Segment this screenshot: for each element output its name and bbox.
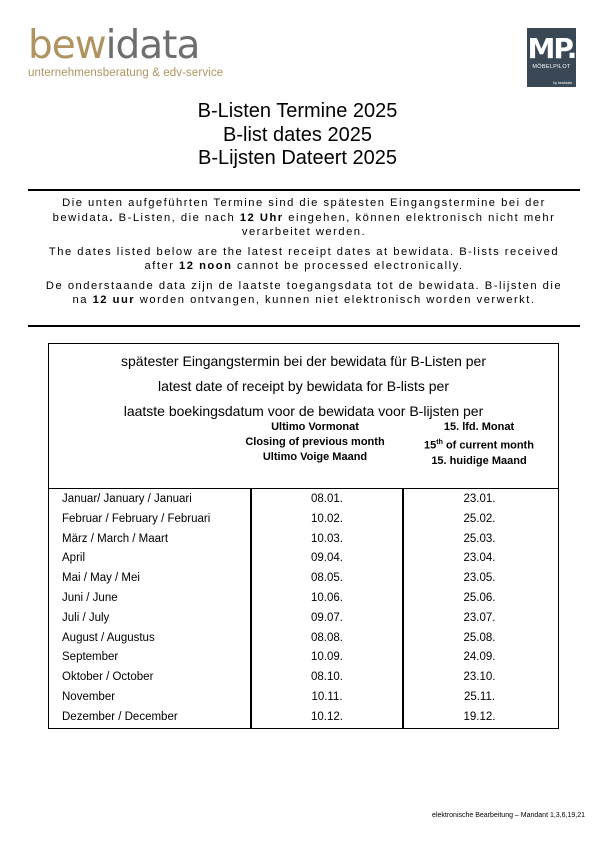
ultimo-cell: 08.01.	[311, 493, 343, 505]
title-nl: B-Lijsten Dateert 2025	[197, 147, 397, 169]
fifteenth-cell: 25.08.	[463, 632, 496, 644]
mp-mark: MP.	[527, 32, 576, 65]
notice-nl: De onderstaande data zijn de laatste toegangsdata tot de bewidata. B-lijsten die na 12 uur worden ontvangen, kunnen niet elektronisch worden verwerkt.	[45, 279, 563, 306]
fifteenth-cell: 23.10.	[463, 671, 496, 683]
month-cell: Dezember / December	[62, 711, 178, 723]
bewidata-logo	[28, 23, 224, 79]
ultimo-cell: 10.09.	[311, 651, 343, 663]
fifteenth-cell: 24.09.	[463, 651, 496, 663]
title-de: B-Listen Termine 2025	[197, 100, 398, 122]
notice-en: The dates listed below are the latest receipt dates at bewidata. B-lists received after 12 noon cannot be processed electronically.	[48, 245, 560, 272]
fifteenth-cell: 23.05.	[463, 572, 496, 584]
mp-name: MÖBELPILOT	[532, 64, 571, 70]
fifteenth-cell: 23.01.	[463, 493, 496, 505]
mp-tiny: by bewidata	[553, 81, 572, 85]
title-en: B-list dates 2025	[223, 123, 372, 146]
fifteenth-cell: 23.04.	[463, 552, 496, 564]
month-cell: März / March / Maart	[62, 533, 169, 545]
table-heading: spätester Eingangstermin bei der bewidata für B-Listen per latest date of receipt by bewidata for B-lists per laatste boekingsdatum voor de bewidata voor B-lijsten per	[121, 353, 486, 419]
month-cell: Oktober / October	[62, 671, 154, 683]
fifteenth-cell: 19.12.	[463, 711, 496, 723]
ultimo-cell: 08.10.	[311, 671, 343, 683]
notice-de: Die unten aufgeführten Termine sind die spätesten Eingangstermine bei der bewidata. B-Listen, die nach 12 Uhr eingehen, können elektronisch nicht mehr verarbeitet werden.	[52, 197, 556, 238]
table-row	[49, 549, 558, 569]
ultimo-cell: 10.11.	[311, 691, 343, 703]
table-row	[49, 629, 558, 649]
fifteenth-cell: 23.07.	[463, 612, 496, 624]
table-row	[49, 530, 558, 550]
logo-tagline: unternehmensberatung & edv-service	[28, 67, 224, 79]
table-row	[49, 589, 558, 609]
moebelpilot-logo	[527, 28, 576, 87]
logo-wordmark: bewidata	[28, 23, 200, 68]
fifteenth-cell: 25.03.	[463, 533, 496, 545]
month-cell: April	[62, 552, 86, 564]
month-cell: Juni / June	[62, 592, 118, 604]
fifteenth-cell: 25.06.	[463, 592, 496, 604]
page-title	[0, 100, 595, 171]
table-row	[49, 569, 558, 589]
column-header-fifteenth: 15. lfd. Monat 15th of current month 15. huidige Maand	[424, 421, 534, 467]
ultimo-cell: 09.04.	[311, 552, 343, 564]
top-rule	[28, 189, 580, 191]
month-cell: Juli / July	[62, 612, 110, 624]
ultimo-cell: 10.06.	[311, 592, 343, 604]
table-row	[49, 688, 558, 708]
table-header-divider	[48, 488, 559, 489]
ultimo-cell: 10.12.	[311, 711, 343, 723]
ultimo-cell: 08.05.	[311, 572, 343, 584]
month-cell: November	[62, 691, 116, 703]
ultimo-cell: 10.03.	[311, 533, 343, 545]
table-row	[49, 609, 558, 629]
month-cell: Januar/ January / Januari	[62, 493, 192, 505]
fifteenth-cell: 25.02.	[463, 513, 496, 525]
column-header-ultimo: Ultimo Vormonat Closing of previous month Ultimo Voige Maand	[245, 421, 385, 463]
footer-note: elektronische Bearbeitung – Mandant 1,3,6,19,21	[432, 812, 585, 819]
fifteenth-cell: 25.11.	[463, 691, 496, 703]
table-row	[49, 510, 558, 530]
table-row	[49, 668, 558, 688]
month-cell: August / Augustus	[62, 632, 155, 644]
table-row	[49, 648, 558, 668]
ultimo-cell: 10.02.	[311, 513, 343, 525]
ultimo-cell: 09.07.	[311, 612, 343, 624]
notice-text	[28, 196, 580, 313]
month-cell: Mai / May / Mei	[62, 572, 140, 584]
bottom-rule	[28, 325, 580, 327]
table-row	[49, 490, 558, 510]
month-cell: Februar / February / Februari	[62, 513, 211, 525]
ultimo-cell: 08.08.	[311, 632, 343, 644]
table-row	[49, 708, 558, 728]
month-cell: September	[62, 651, 119, 663]
